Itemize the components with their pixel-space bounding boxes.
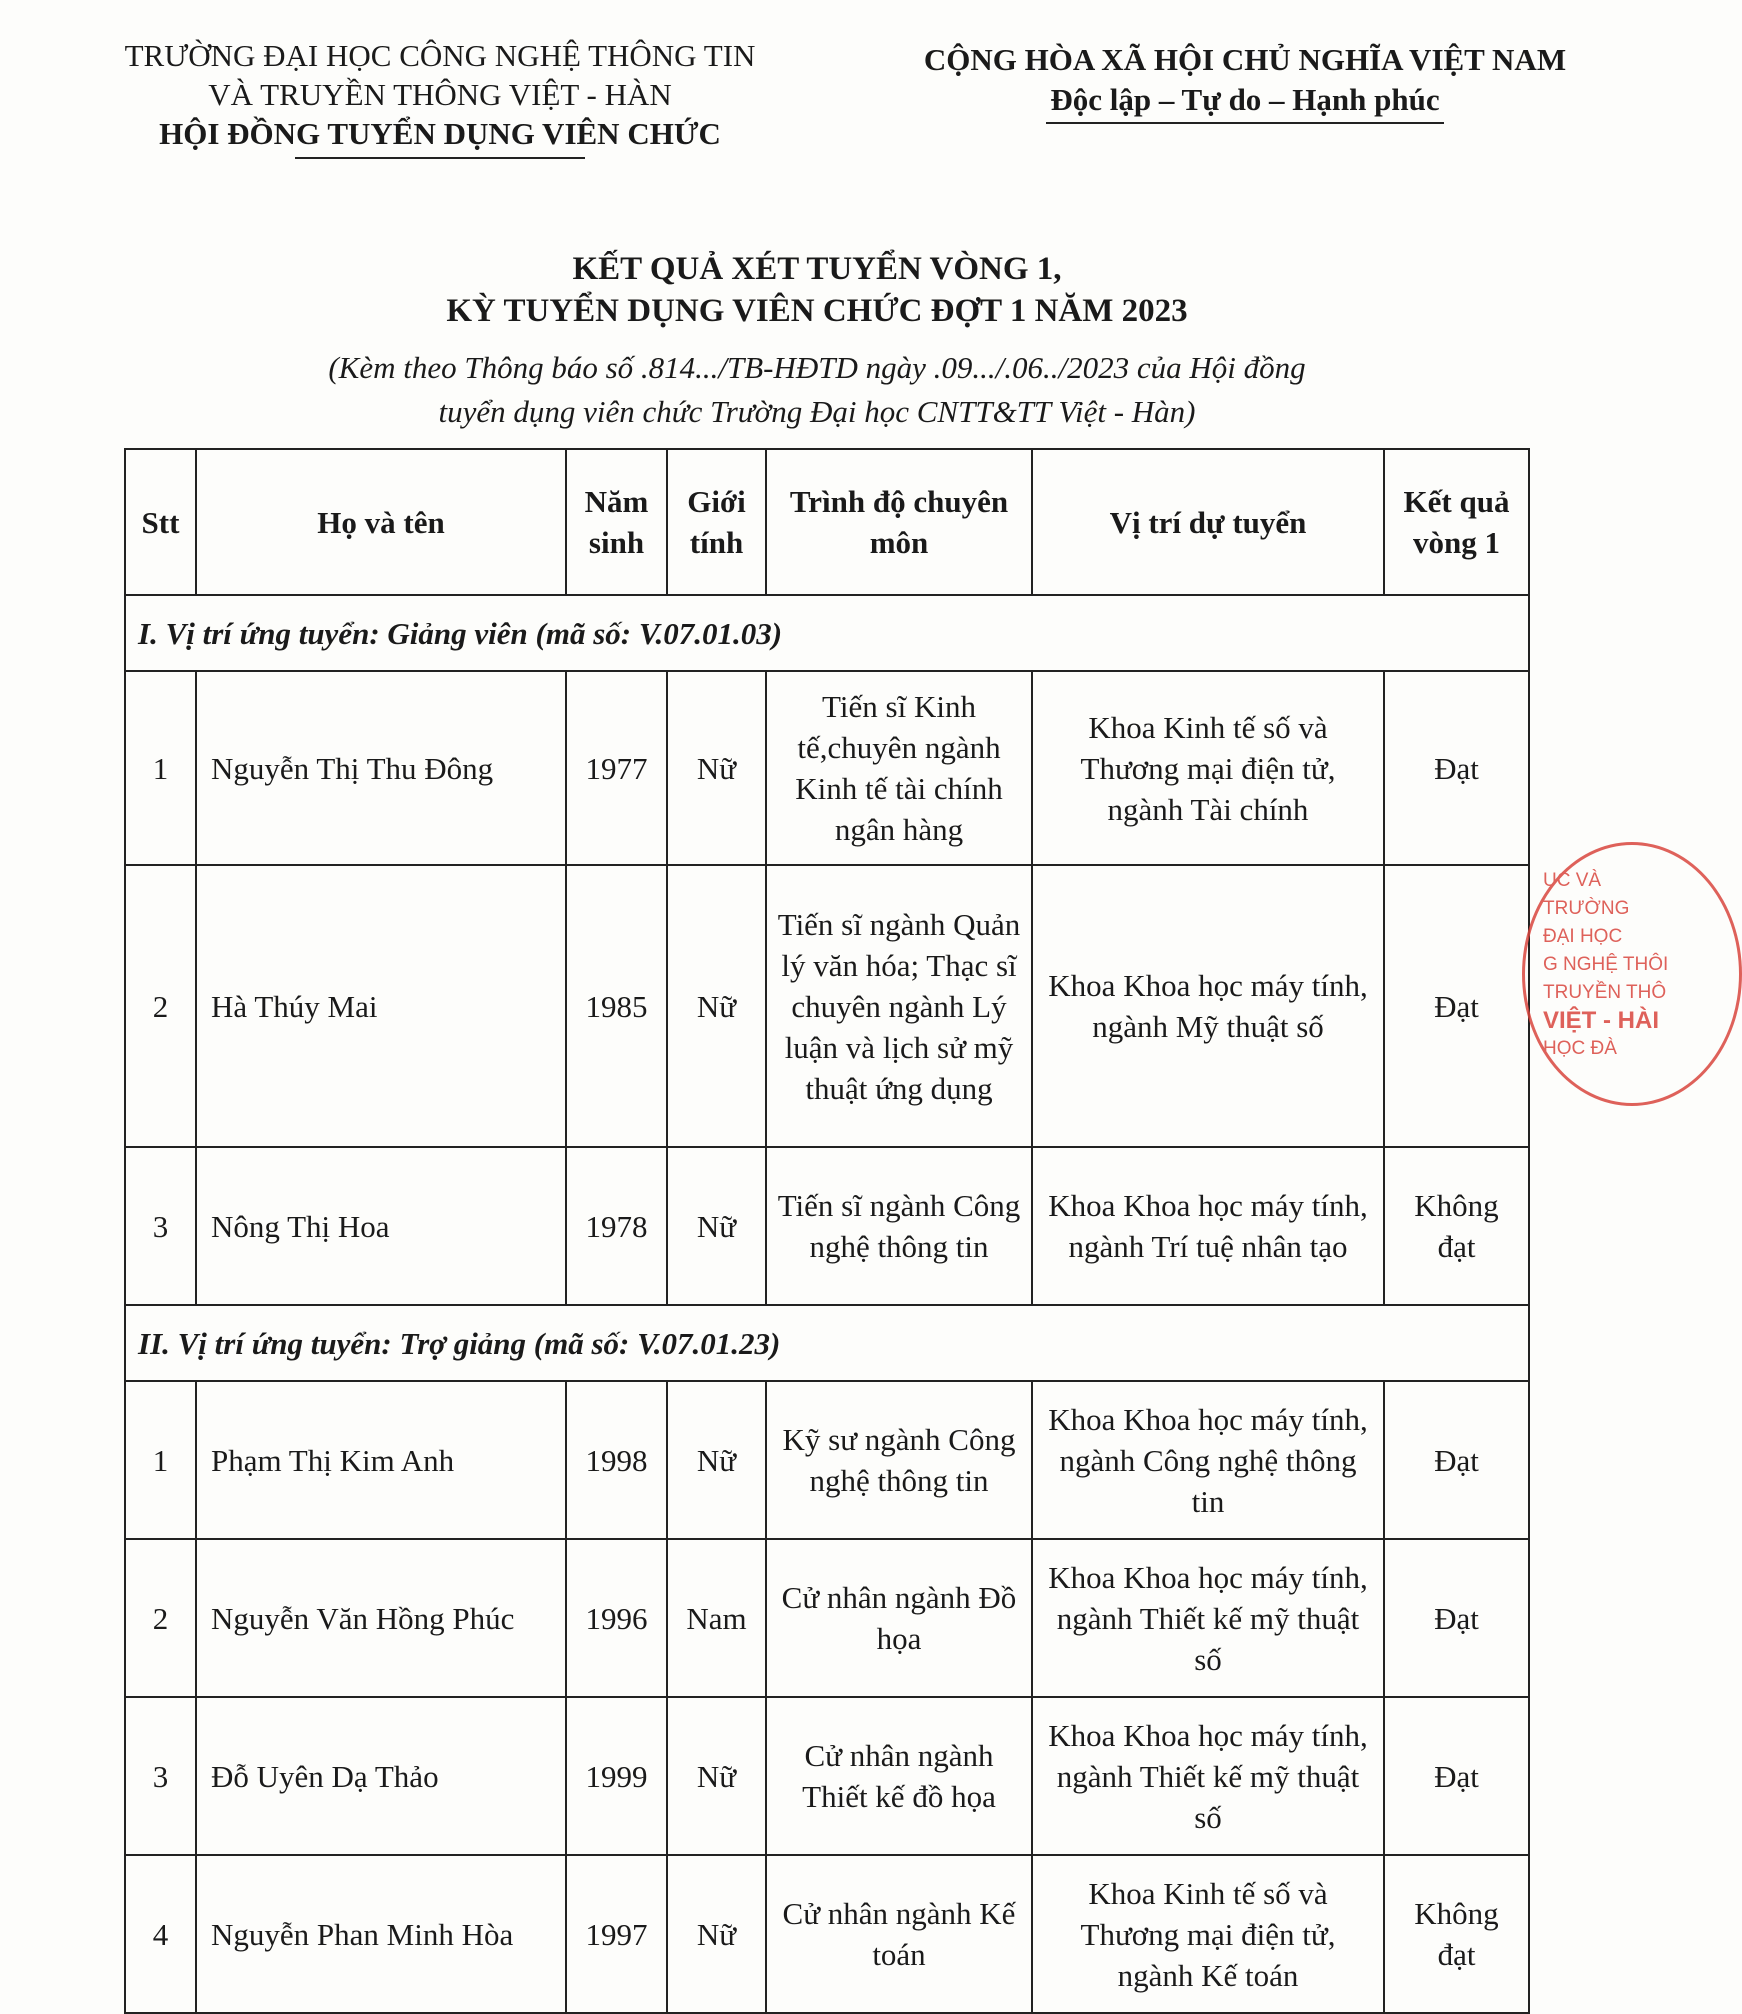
- cell-stt: 2: [125, 1539, 196, 1697]
- cell-stt: 3: [125, 1697, 196, 1855]
- seal-text: TRUYỀN THÔ: [1543, 982, 1667, 1003]
- subtitle-text: (Kèm theo Thông báo số .: [328, 350, 649, 385]
- section-row: [125, 595, 1529, 671]
- cell-degree: Cử nhân ngành Kế toán: [766, 1855, 1032, 2013]
- col-header-gender: Giới tính: [667, 449, 766, 595]
- cell-year: 1997: [566, 1855, 667, 2013]
- subtitle-line-1: [0, 346, 1634, 390]
- cell-result: Đạt: [1384, 1381, 1529, 1539]
- cell-position: Khoa Khoa học máy tính, ngành Thiết kế mỹ thuật số: [1032, 1539, 1384, 1697]
- cell-stt: 1: [125, 671, 196, 865]
- cell-gender: Nữ: [667, 1855, 766, 2013]
- table-row: [125, 1147, 1529, 1305]
- seal-text: VIỆT - HÀI: [1543, 1007, 1660, 1034]
- cell-year: 1985: [566, 865, 667, 1147]
- cell-gender: Nam: [667, 1539, 766, 1697]
- subtitle-text: .../TB-HĐTD ngày .: [695, 350, 942, 385]
- table-row: [125, 1855, 1529, 2013]
- cell-result: Không đạt: [1384, 1855, 1529, 2013]
- cell-name: Nông Thị Hoa: [196, 1147, 566, 1305]
- cell-stt: 3: [125, 1147, 196, 1305]
- official-seal-stamp: [1522, 842, 1742, 1106]
- subtitle-text: .../.: [972, 350, 1013, 385]
- seal-text: HỌC ĐÀ: [1543, 1038, 1617, 1059]
- col-header-year: Năm sinh: [566, 449, 667, 595]
- cell-year: 1978: [566, 1147, 667, 1305]
- cell-name: Nguyễn Văn Hồng Phúc: [196, 1539, 566, 1697]
- cell-gender: Nữ: [667, 671, 766, 865]
- subtitle-text: ../2023 của Hội đồng: [1043, 350, 1306, 385]
- issuer-line-1: TRƯỜNG ĐẠI HỌC CÔNG NGHỆ THÔNG TIN: [124, 38, 756, 73]
- cell-degree: Tiến sĩ ngành Quản lý văn hóa; Thạc sĩ chuyên ngành Lý luận và lịch sử mỹ thuật ứng dụng: [766, 865, 1032, 1147]
- section-title-lecturer: I. Vị trí ứng tuyển: Giảng viên (mã số: V.07.01.03): [125, 595, 1529, 671]
- seal-text: G NGHỆ THÔI: [1543, 954, 1669, 975]
- issuer-block: [80, 36, 800, 159]
- cell-stt: 4: [125, 1855, 196, 2013]
- cell-position: Khoa Kinh tế số và Thương mại điện tử, ngành Tài chính: [1032, 671, 1384, 865]
- table-row: [125, 1697, 1529, 1855]
- cell-result: Đạt: [1384, 865, 1529, 1147]
- national-motto: Độc lập – Tự do – Hạnh phúc: [1046, 80, 1443, 124]
- cell-degree: Cử nhân ngành Thiết kế đồ họa: [766, 1697, 1032, 1855]
- cell-name: Hà Thúy Mai: [196, 865, 566, 1147]
- issuer-line-2: VÀ TRUYỀN THÔNG VIỆT - HÀN: [208, 77, 672, 112]
- document-subtitle: [0, 346, 1634, 434]
- results-table: [124, 448, 1530, 2014]
- cell-name: Phạm Thị Kim Anh: [196, 1381, 566, 1539]
- table-row: [125, 671, 1529, 865]
- cell-name: Đỗ Uyên Dạ Thảo: [196, 1697, 566, 1855]
- section-row: [125, 1305, 1529, 1381]
- table-header-row: [125, 449, 1529, 595]
- cell-year: 1996: [566, 1539, 667, 1697]
- national-header: [860, 40, 1630, 124]
- cell-degree: Cử nhân ngành Đồ họa: [766, 1539, 1032, 1697]
- cell-result: Đạt: [1384, 1697, 1529, 1855]
- subtitle-line-2: tuyển dụng viên chức Trường Đại học CNTT&TT Việt - Hàn): [438, 394, 1196, 429]
- col-header-degree: Trình độ chuyên môn: [766, 449, 1032, 595]
- cell-gender: Nữ: [667, 1147, 766, 1305]
- col-header-name: Họ và tên: [196, 449, 566, 595]
- cell-result: Đạt: [1384, 671, 1529, 865]
- nation-name: CỘNG HÒA XÃ HỘI CHỦ NGHĨA VIỆT NAM: [923, 42, 1567, 77]
- cell-gender: Nữ: [667, 865, 766, 1147]
- issuer-underline: [295, 157, 585, 159]
- cell-position: Khoa Khoa học máy tính, ngành Trí tuệ nhân tạo: [1032, 1147, 1384, 1305]
- cell-position: Khoa Khoa học máy tính, ngành Công nghệ thông tin: [1032, 1381, 1384, 1539]
- cell-year: 1998: [566, 1381, 667, 1539]
- cell-position: Khoa Khoa học máy tính, ngành Thiết kế mỹ thuật số: [1032, 1697, 1384, 1855]
- cell-year: 1977: [566, 671, 667, 865]
- seal-text: ỤC VÀ: [1543, 870, 1602, 891]
- cell-name: Nguyễn Thị Thu Đông: [196, 671, 566, 865]
- col-header-stt: Stt: [125, 449, 196, 595]
- title-line-2: KỲ TUYỂN DỤNG VIÊN CHỨC ĐỢT 1 NĂM 2023: [446, 293, 1188, 329]
- section-title-assistant: II. Vị trí ứng tuyển: Trợ giảng (mã số: V.07.01.23): [125, 1305, 1529, 1381]
- seal-text: TRƯỜNG: [1543, 898, 1630, 919]
- cell-year: 1999: [566, 1697, 667, 1855]
- col-header-result: Kết quả vòng 1: [1384, 449, 1529, 595]
- cell-result: Đạt: [1384, 1539, 1529, 1697]
- document-title: [0, 248, 1634, 332]
- cell-position: Khoa Kinh tế số và Thương mại điện tử, ngành Kế toán: [1032, 1855, 1384, 2013]
- notice-number: 814: [648, 350, 696, 385]
- title-line-1: KẾT QUẢ XÉT TUYỂN VÒNG 1,: [572, 251, 1062, 287]
- cell-stt: 1: [125, 1381, 196, 1539]
- cell-gender: Nữ: [667, 1381, 766, 1539]
- cell-stt: 2: [125, 865, 196, 1147]
- cell-degree: Tiến sĩ Kinh tế,chuyên ngành Kinh tế tài chính ngân hàng: [766, 671, 1032, 865]
- table-row: [125, 1539, 1529, 1697]
- seal-text: ĐẠI HỌC: [1543, 926, 1623, 947]
- notice-day: 09: [941, 350, 973, 385]
- cell-degree: Kỹ sư ngành Công nghệ thông tin: [766, 1381, 1032, 1539]
- notice-month: 06: [1012, 350, 1044, 385]
- cell-result: Không đạt: [1384, 1147, 1529, 1305]
- table-row: [125, 865, 1529, 1147]
- table-row: [125, 1381, 1529, 1539]
- issuer-council: HỘI ĐỒNG TUYỂN DỤNG VIÊN CHỨC: [159, 116, 721, 151]
- cell-degree: Tiến sĩ ngành Công nghệ thông tin: [766, 1147, 1032, 1305]
- cell-gender: Nữ: [667, 1697, 766, 1855]
- cell-name: Nguyễn Phan Minh Hòa: [196, 1855, 566, 2013]
- col-header-position: Vị trí dự tuyển: [1032, 449, 1384, 595]
- cell-position: Khoa Khoa học máy tính, ngành Mỹ thuật số: [1032, 865, 1384, 1147]
